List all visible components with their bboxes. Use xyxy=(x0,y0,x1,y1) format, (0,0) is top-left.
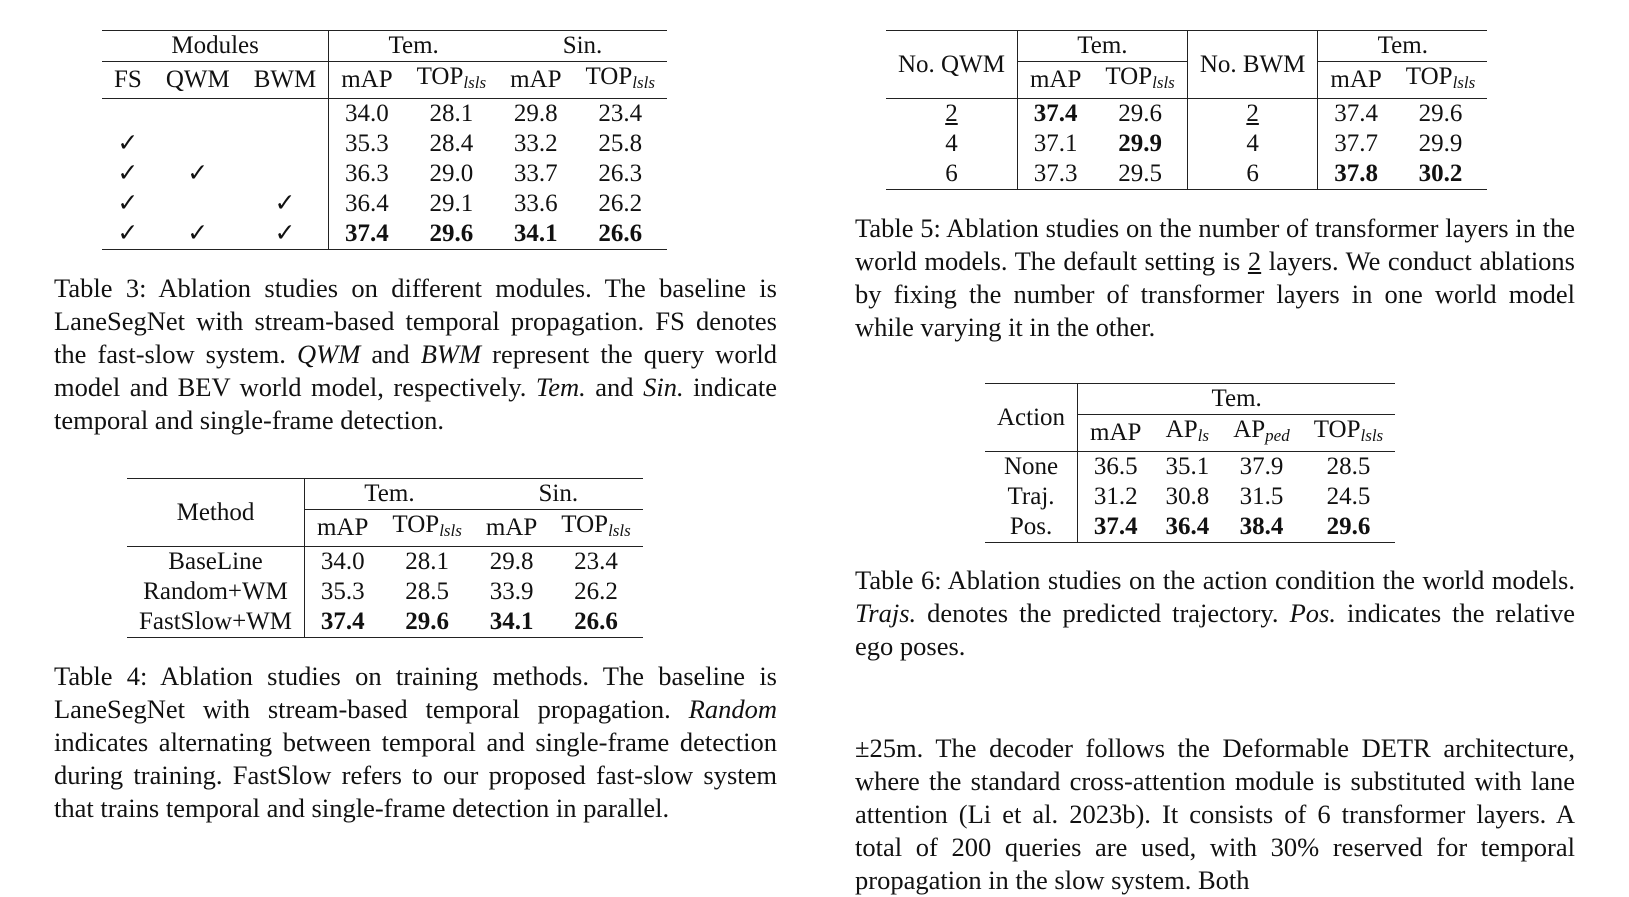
header-ap-ped: $AP_{ped}$ xyxy=(1221,415,1302,452)
cell-sin-map: 33.7 xyxy=(513,160,558,187)
cell-tem-top: 29.6 xyxy=(429,220,474,247)
table-row xyxy=(102,189,667,219)
table-4-caption: Table 4: Ablation studies on training methods. The baseline is LaneSegNet with stream-based temporal propagation. Random indicates alternating between temporal and single-frame detection during training. FastSlow refers to our proposed fast-slow system that trains temporal and single-frame detection in parallel. xyxy=(54,661,777,823)
cell-method: Random+WM xyxy=(127,577,305,607)
cell-ap-ped: 37.9 xyxy=(1239,453,1284,480)
header-tem: Tem. xyxy=(1318,31,1487,62)
table-3 xyxy=(102,30,667,250)
cell-action: Traj. xyxy=(985,482,1078,512)
cell-sin-top: 23.4 xyxy=(598,100,643,127)
table-row xyxy=(127,607,643,638)
cell-sin-top: 26.6 xyxy=(574,608,618,635)
header-map: mAP xyxy=(329,62,405,99)
cell-top: 24.5 xyxy=(1326,483,1371,510)
table-5 xyxy=(886,30,1487,190)
header-top: $TOP_{lsls}$ xyxy=(1093,62,1187,99)
cell-tem-map: 37.4 xyxy=(345,220,389,247)
header-qwm: QWM xyxy=(154,62,242,99)
header-fs: FS xyxy=(102,62,154,99)
header-map: mAP xyxy=(1318,62,1394,99)
cell-fs: ✓ xyxy=(117,220,139,247)
cell-qwm: ✓ xyxy=(187,220,209,247)
header-method: Method xyxy=(127,479,305,547)
header-map: mAP xyxy=(498,62,573,99)
cell-bwm: 6 xyxy=(1187,159,1318,190)
cell-qwm-map: 37.1 xyxy=(1033,130,1078,157)
cell-method: BaseLine xyxy=(127,547,305,578)
cell-map: 37.4 xyxy=(1093,513,1138,540)
cell-bwm-top: 29.9 xyxy=(1418,130,1463,157)
header-top: $TOP_{lsls}$ xyxy=(573,62,666,99)
header-tem: Tem. xyxy=(1017,31,1187,62)
header-top: $TOP_{lsls}$ xyxy=(380,510,473,547)
cell-qwm-map: 37.3 xyxy=(1033,160,1078,187)
cell-tem-map: 36.4 xyxy=(345,190,389,217)
table-row xyxy=(886,129,1487,159)
cell-tem-top: 28.5 xyxy=(405,578,450,605)
cell-map: 31.2 xyxy=(1093,483,1138,510)
table-row xyxy=(886,99,1487,130)
header-tem: Tem. xyxy=(329,31,498,62)
header-top: $TOP_{lsls}$ xyxy=(1302,415,1395,452)
header-sin: Sin. xyxy=(498,31,667,62)
cell-qwm xyxy=(154,189,242,219)
cell-qwm: 6 xyxy=(886,159,1017,190)
cell-bwm: 4 xyxy=(1187,129,1318,159)
cell-sin-top: 23.4 xyxy=(574,548,618,575)
cell-sin-map: 34.1 xyxy=(489,608,534,635)
table-row xyxy=(985,482,1395,512)
cell-sin-top: 26.2 xyxy=(598,190,643,217)
table-row xyxy=(985,512,1395,543)
cell-tem-map: 34.0 xyxy=(345,100,389,127)
table-row xyxy=(102,219,667,250)
cell-bwm-top: 30.2 xyxy=(1418,160,1463,187)
cell-sin-top: 26.2 xyxy=(574,578,618,605)
cell-bwm-map: 37.8 xyxy=(1334,160,1378,187)
cell-fs xyxy=(102,99,154,130)
cell-tem-top: 28.4 xyxy=(429,130,474,157)
table-row xyxy=(127,577,643,607)
header-sin: Sin. xyxy=(474,479,643,510)
cell-bwm xyxy=(242,99,329,130)
cell-fs: ✓ xyxy=(117,130,139,157)
cell-sin-map: 29.8 xyxy=(513,100,558,127)
header-map: mAP xyxy=(1017,62,1093,99)
header-map: mAP xyxy=(305,510,381,547)
cell-bwm-top: 29.6 xyxy=(1418,100,1463,127)
cell-bwm: ✓ xyxy=(242,189,329,219)
cell-qwm xyxy=(154,129,242,159)
header-top: $TOP_{lsls}$ xyxy=(549,510,642,547)
cell-action: None xyxy=(985,452,1078,483)
cell-tem-top: 29.6 xyxy=(405,608,450,635)
cell-bwm: ✓ xyxy=(242,219,329,250)
header-map: mAP xyxy=(474,510,549,547)
header-modules: Modules xyxy=(102,31,329,62)
cell-tem-map: 35.3 xyxy=(345,130,389,157)
header-tem: Tem. xyxy=(305,479,474,510)
header-action: Action xyxy=(985,384,1078,452)
cell-qwm-top: 29.6 xyxy=(1093,99,1187,130)
cell-bwm xyxy=(242,159,329,189)
table-row xyxy=(102,129,667,159)
header-no-qwm: No. QWM xyxy=(886,31,1017,99)
cell-tem-map: 36.3 xyxy=(345,160,389,187)
cell-top: 29.6 xyxy=(1326,513,1371,540)
cell-fs: ✓ xyxy=(117,160,139,187)
table-row xyxy=(102,99,667,130)
table-row xyxy=(985,452,1395,483)
cell-tem-top: 29.0 xyxy=(429,160,474,187)
table-6-caption: Table 6: Ablation studies on the action condition the world models. Trajs. denotes the predicted trajectory. Pos. indicates the relative ego poses. xyxy=(855,565,1575,661)
cell-map: 36.5 xyxy=(1093,453,1138,480)
cell-sin-map: 33.2 xyxy=(513,130,558,157)
cell-action: Pos. xyxy=(985,512,1078,543)
cell-bwm: 2 xyxy=(1187,99,1318,130)
table-5-caption: Table 5: Ablation studies on the number of transformer layers in the world models. The default setting is 2 layers. We conduct ablations by fixing the number of transformer layers in one world model while varying it in the other. xyxy=(855,213,1575,342)
cell-sin-top: 26.3 xyxy=(598,160,643,187)
cell-ap-ped: 38.4 xyxy=(1239,513,1284,540)
cell-ap-ls: 30.8 xyxy=(1165,483,1210,510)
cell-tem-top: 28.1 xyxy=(405,548,450,575)
header-bwm: BWM xyxy=(242,62,329,99)
cell-tem-map: 34.0 xyxy=(320,548,365,575)
cell-sin-map: 29.8 xyxy=(489,548,534,575)
cell-qwm: 4 xyxy=(886,129,1017,159)
cell-tem-top: 29.1 xyxy=(429,190,474,217)
table-row xyxy=(127,547,643,578)
cell-tem-map: 35.3 xyxy=(320,578,365,605)
header-no-bwm: No. BWM xyxy=(1187,31,1318,99)
cell-ap-ls: 36.4 xyxy=(1165,513,1210,540)
cell-qwm-map: 37.4 xyxy=(1033,100,1078,127)
header-tem: Tem. xyxy=(1078,384,1396,415)
cell-sin-map: 33.9 xyxy=(489,578,534,605)
cell-qwm: 2 xyxy=(886,99,1017,130)
cell-bwm-map: 37.4 xyxy=(1334,100,1378,127)
header-map: mAP xyxy=(1078,415,1154,452)
cell-sin-top: 25.8 xyxy=(598,130,643,157)
header-ap-ls: $AP_{ls}$ xyxy=(1153,415,1221,452)
cell-qwm-top: 29.5 xyxy=(1093,159,1187,190)
header-top: $TOP_{lsls}$ xyxy=(1394,62,1487,99)
table-3-caption: Table 3: Ablation studies on different modules. The baseline is LaneSegNet with stream-based temporal propagation. FS denotes the fast-slow system. QWM and BWM represent the query world model and BEV world model, respectively. Tem. and Sin. indicate temporal and single-frame detection. xyxy=(54,273,778,435)
cell-ap-ped: 31.5 xyxy=(1239,483,1284,510)
header-top: $TOP_{lsls}$ xyxy=(405,62,498,99)
cell-tem-top: 28.1 xyxy=(429,100,474,127)
cell-qwm: ✓ xyxy=(187,160,209,187)
cell-top: 28.5 xyxy=(1326,453,1371,480)
cell-tem-map: 37.4 xyxy=(320,608,365,635)
table-row xyxy=(102,159,667,189)
table-4 xyxy=(127,478,643,638)
cell-qwm xyxy=(154,99,242,130)
cell-bwm xyxy=(242,129,329,159)
cell-bwm-map: 37.7 xyxy=(1334,130,1378,157)
cell-sin-top: 26.6 xyxy=(598,220,643,247)
table-row xyxy=(886,159,1487,190)
table-6 xyxy=(985,383,1395,543)
cell-sin-map: 33.6 xyxy=(513,190,558,217)
cell-fs: ✓ xyxy=(117,190,139,217)
cell-sin-map: 34.1 xyxy=(513,220,558,247)
body-paragraph: ±25m. The decoder follows the Deformable DETR architecture, where the standard cross-attention module is substituted with lane attention (Li et al. 2023b). It consists of 6 transformer layers. A total of 200 queries are used, with 30% reserved for temporal propagation in the slow system. Both xyxy=(855,733,1575,895)
cell-method: FastSlow+WM xyxy=(127,607,305,638)
cell-ap-ls: 35.1 xyxy=(1165,453,1210,480)
cell-qwm-top: 29.9 xyxy=(1093,129,1187,159)
